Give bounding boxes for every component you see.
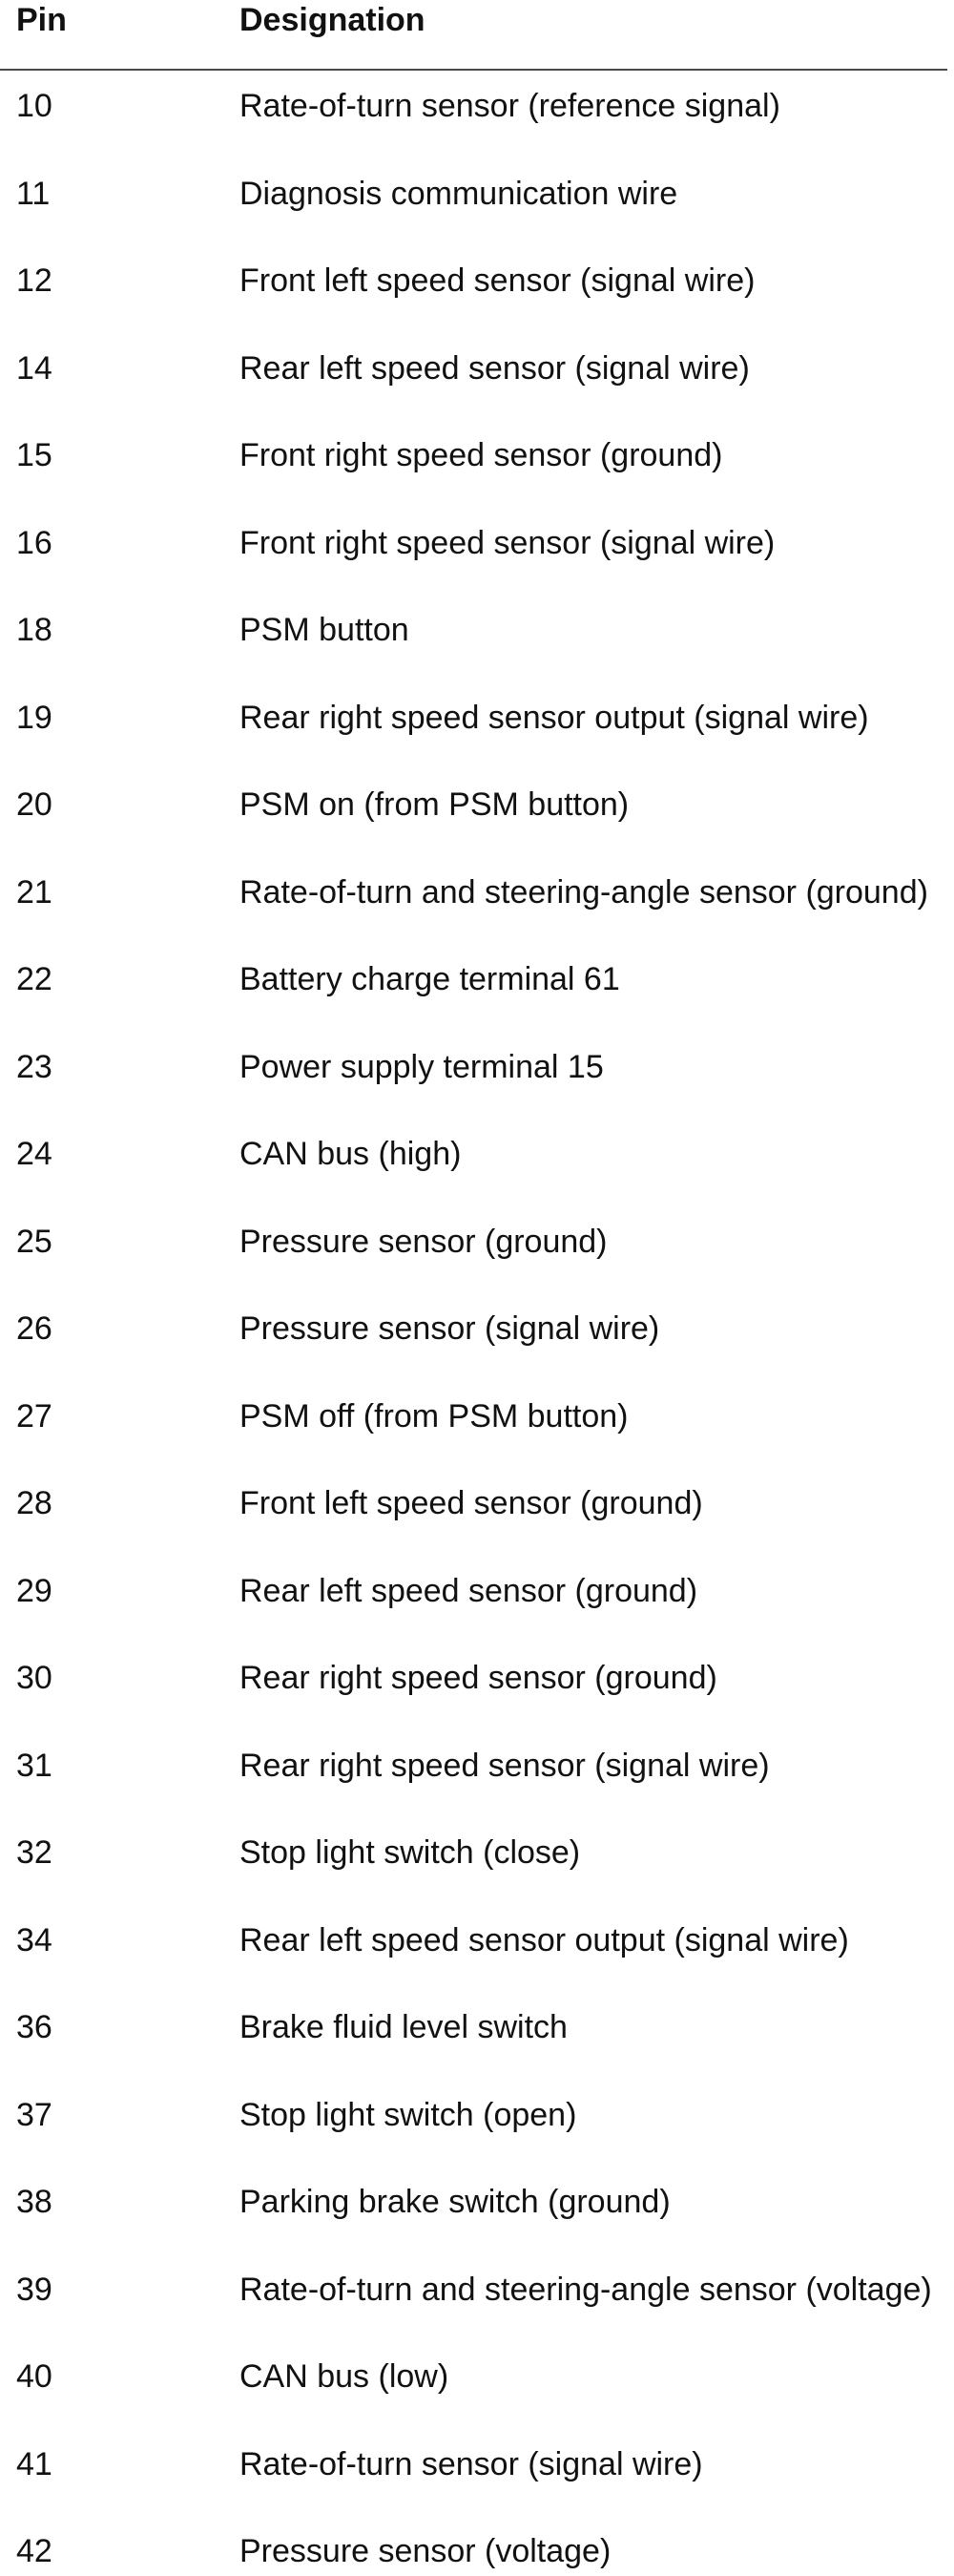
- designation-cell: Brake fluid level switch: [239, 2009, 568, 2045]
- pin-cell: 21: [16, 873, 52, 911]
- pin-cell: 18: [16, 612, 52, 648]
- pin-cell: 26: [16, 1310, 52, 1347]
- designation-cell: Stop light switch (open): [239, 2096, 577, 2133]
- pin-cell: 19: [16, 699, 52, 736]
- table-row: [0, 2429, 954, 2517]
- designation-cell: CAN bus (high): [239, 1136, 462, 1172]
- designation-cell: Front left speed sensor (ground): [239, 1485, 703, 1521]
- table-row: [0, 769, 954, 857]
- designation-cell: Rear left speed sensor output (signal wire): [239, 1921, 849, 1958]
- pin-column-header: Pin: [16, 2, 67, 38]
- pin-cell: 22: [16, 961, 52, 997]
- pin-cell: 36: [16, 2009, 52, 2045]
- table-row: [0, 1468, 954, 1556]
- table-row: [0, 1817, 954, 1905]
- designation-cell: Pressure sensor (ground): [239, 1223, 608, 1260]
- designation-cell: Pressure sensor (signal wire): [239, 1310, 660, 1347]
- designation-column-header: Designation: [239, 2, 425, 38]
- designation-cell: Rear left speed sensor (signal wire): [239, 349, 750, 387]
- table-row: [0, 1556, 954, 1644]
- pin-cell: 11: [16, 175, 51, 212]
- table-row: [0, 595, 954, 682]
- table-row: [0, 2080, 954, 2168]
- table-header: [0, 0, 954, 40]
- designation-cell: Stop light switch (close): [239, 1834, 581, 1871]
- pin-cell: 14: [16, 349, 52, 387]
- table-row: [0, 420, 954, 508]
- designation-cell: Rate-of-turn and steering-angle sensor (ground): [239, 873, 928, 911]
- table-row: [0, 158, 954, 246]
- designation-cell: Rate-of-turn sensor (signal wire): [239, 2445, 703, 2482]
- table-row: [0, 1293, 954, 1381]
- table-body: [0, 71, 954, 2576]
- pin-cell: 23: [16, 1048, 52, 1085]
- table-row: [0, 245, 954, 333]
- table-row: [0, 944, 954, 1032]
- pin-cell: 16: [16, 524, 52, 561]
- designation-cell: Rear right speed sensor (signal wire): [239, 1747, 770, 1784]
- designation-cell: Diagnosis communication wire: [239, 175, 678, 212]
- designation-cell: Power supply terminal 15: [239, 1048, 604, 1085]
- pin-cell: 32: [16, 1834, 52, 1871]
- pin-cell: 20: [16, 786, 52, 823]
- pin-cell: 30: [16, 1660, 52, 1696]
- pin-cell: 28: [16, 1485, 52, 1521]
- designation-cell: Parking brake switch (ground): [239, 2184, 671, 2220]
- designation-cell: Rear left speed sensor (ground): [239, 1572, 698, 1609]
- designation-cell: PSM off (from PSM button): [239, 1397, 629, 1435]
- pin-cell: 40: [16, 2358, 52, 2395]
- table-row: [0, 2341, 954, 2429]
- table-row: [0, 1730, 954, 1818]
- designation-cell: Front right speed sensor (ground): [239, 437, 723, 473]
- designation-cell: Battery charge terminal 61: [239, 961, 620, 997]
- pin-cell: 24: [16, 1136, 52, 1172]
- pin-cell: 15: [16, 437, 52, 473]
- pin-cell: 12: [16, 262, 52, 299]
- table-row: [0, 2254, 954, 2342]
- table-row: [0, 857, 954, 945]
- pin-cell: 37: [16, 2096, 52, 2133]
- pin-cell: 34: [16, 1921, 52, 1958]
- table-row: [0, 682, 954, 770]
- table-row: [0, 1206, 954, 1294]
- table-row: [0, 508, 954, 596]
- table-row: [0, 1119, 954, 1206]
- designation-cell: Rear right speed sensor output (signal wire): [239, 699, 869, 736]
- pin-cell: 38: [16, 2184, 52, 2220]
- pin-cell: 25: [16, 1223, 52, 1260]
- table-row: [0, 1032, 954, 1120]
- table-row: [0, 1992, 954, 2080]
- designation-cell: Front left speed sensor (signal wire): [239, 262, 756, 299]
- pin-cell: 27: [16, 1397, 52, 1435]
- pin-cell: 41: [16, 2445, 52, 2482]
- table-row: [0, 333, 954, 421]
- table-row: [0, 2516, 954, 2576]
- designation-cell: Rate-of-turn sensor (reference signal): [239, 88, 780, 124]
- pin-cell: 42: [16, 2533, 52, 2569]
- designation-cell: Front right speed sensor (signal wire): [239, 524, 776, 561]
- table-row: [0, 2167, 954, 2254]
- designation-cell: CAN bus (low): [239, 2358, 449, 2395]
- table-row: [0, 1643, 954, 1730]
- table-row: [0, 1381, 954, 1469]
- designation-cell: Rate-of-turn and steering-angle sensor (voltage): [239, 2271, 932, 2308]
- pin-cell: 31: [16, 1747, 52, 1784]
- designation-cell: Rear right speed sensor (ground): [239, 1660, 717, 1696]
- designation-cell: PSM button: [239, 612, 409, 648]
- designation-cell: Pressure sensor (voltage): [239, 2533, 612, 2569]
- table-row: [0, 71, 954, 158]
- pin-cell: 29: [16, 1572, 52, 1609]
- designation-cell: PSM on (from PSM button): [239, 786, 630, 823]
- pin-cell: 10: [16, 88, 52, 124]
- pin-cell: 39: [16, 2271, 52, 2308]
- table-row: [0, 1905, 954, 1993]
